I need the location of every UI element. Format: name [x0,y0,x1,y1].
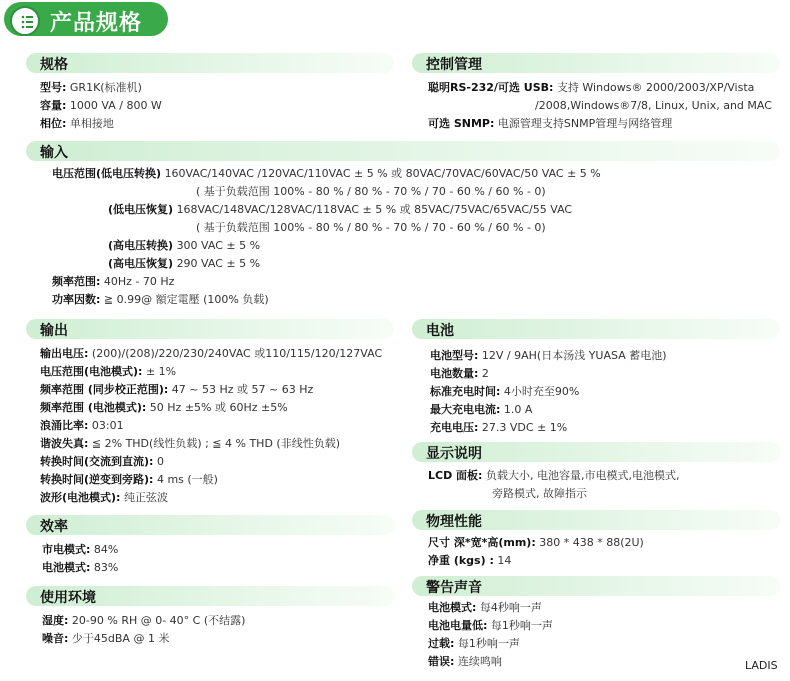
spec-row: 型号: GR1K(标准机) [40,81,142,94]
alarm-row: 电池模式: 每4秒响一声 [428,601,542,614]
section-environment-header [26,586,394,606]
section-title: 效率 [40,519,68,535]
output-row: 频率范围 (电池模式): 50 Hz ±5% 或 60Hz ±5% [40,401,288,414]
section-spec-header [26,53,394,73]
section-title: 电池 [426,323,454,339]
section-title: 显示说明 [426,446,482,462]
credit-text: LADIS [745,659,778,672]
section-title: 输入 [40,145,68,161]
input-row: 电压范围(低电压转换) 160VAC/140VAC /120VAC/110VAC ± 5 % 或 80VAC/70VAC/60VAC/50 VAC ± 5 % [52,167,601,180]
section-title: 规格 [40,57,68,73]
section-display-header [412,442,780,462]
section-control-header [412,53,780,73]
list-icon [10,6,40,36]
section-title: 使用环境 [40,590,96,606]
section-title: 控制管理 [426,57,482,73]
battery-row: 最大充电电流: 1.0 A [430,403,533,416]
environment-row: 噪音: 少于45dBA @ 1 米 [42,632,170,645]
battery-row: 标准充电时间: 4小时充至90% [430,385,580,398]
alarm-row: 过载: 每1秒响一声 [428,637,520,650]
section-efficiency-header [26,515,394,535]
efficiency-row: 电池模式: 83% [42,561,119,574]
input-row: 功率因数: ≧ 0.99@ 額定電壓 (100% 负载) [52,293,269,306]
page-title: 产品规格 [50,11,143,36]
output-row: 谐波失真: ≦ 2% THD(线性负载) ; ≦ 4 % THD (非线性负载) [40,437,341,450]
section-input-header [26,141,780,161]
input-row: ( 基于负载范围 100% - 80 % / 80 % - 70 % / 70 - 60 % / 60 % - 0) [196,185,546,198]
control-row: 聪明RS-232/可选 USB: 支持 Windows® 2000/2003/XP/Vista [428,81,755,94]
battery-row: 充电电压: 27.3 VDC ± 1% [430,421,568,434]
output-row: 频率范围 (同步校正范围): 47 ~ 53 Hz 或 57 ~ 63 Hz [40,383,314,396]
efficiency-row: 市电模式: 84% [42,543,119,556]
alarm-row: 错误: 连续鸣响 [428,655,502,668]
output-row: 输出电压: (200)/(208)/220/230/240VAC 或110/115/120/127VAC [40,347,383,360]
section-title: 警告声音 [426,580,482,596]
section-battery-header [412,319,780,339]
display-row: LCD 面板: 负载大小, 电池容量,市电模式,电池模式, [428,469,680,482]
battery-row: 电池数量: 2 [430,367,489,380]
output-row: 波形(电池模式): 纯正弦波 [40,491,168,504]
section-physical-header [412,510,780,530]
input-row: 频率范围: 40Hz - 70 Hz [52,275,175,288]
input-row: (低电压恢复) 168VAC/148VAC/128VAC/118VAC ± 5 % 或 85VAC/75VAC/65VAC/55 VAC [108,203,573,216]
control-row: 可选 SNMP: 电源管理支持SNMP管理与网络管理 [428,117,673,130]
output-row: 浪涌比率: 03:01 [40,419,124,432]
physical-row: 净重 (kgs) : 14 [428,554,512,567]
physical-row: 尺寸 深*宽*高(mm): 380 * 438 * 88(2U) [428,536,644,549]
input-row: (高电压转换) 300 VAC ± 5 % [108,239,261,252]
spec-row: 容量: 1000 VA / 800 W [40,99,162,112]
header-tag [4,2,168,36]
output-row: 电压范围(电池模式): ± 1% [40,365,177,378]
output-row: 转换时间(逆变到旁路): 4 ms (一般) [40,473,218,486]
section-title: 物理性能 [426,514,482,530]
spec-row: 相位: 单相接地 [40,117,114,130]
section-alarm-header [412,576,780,596]
section-output-header [26,319,394,339]
input-row: (高电压恢复) 290 VAC ± 5 % [108,257,261,270]
control-row: /2008,Windows®7/8, Linux, Unix, and MAC [535,99,772,112]
section-title: 输出 [40,323,68,339]
battery-row: 电池型号: 12V / 9AH(日本汤浅 YUASA 蓄电池) [430,349,667,362]
alarm-row: 电池电量低: 每1秒响一声 [428,619,553,632]
environment-row: 湿度: 20-90 % RH @ 0- 40° C (不结露) [42,614,246,627]
output-row: 转换时间(交流到直流): 0 [40,455,164,468]
input-row: ( 基于负载范围 100% - 80 % / 80 % - 70 % / 70 - 60 % / 60 % - 0) [196,221,546,234]
display-row: 旁路模式, 故障指示 [492,487,587,500]
